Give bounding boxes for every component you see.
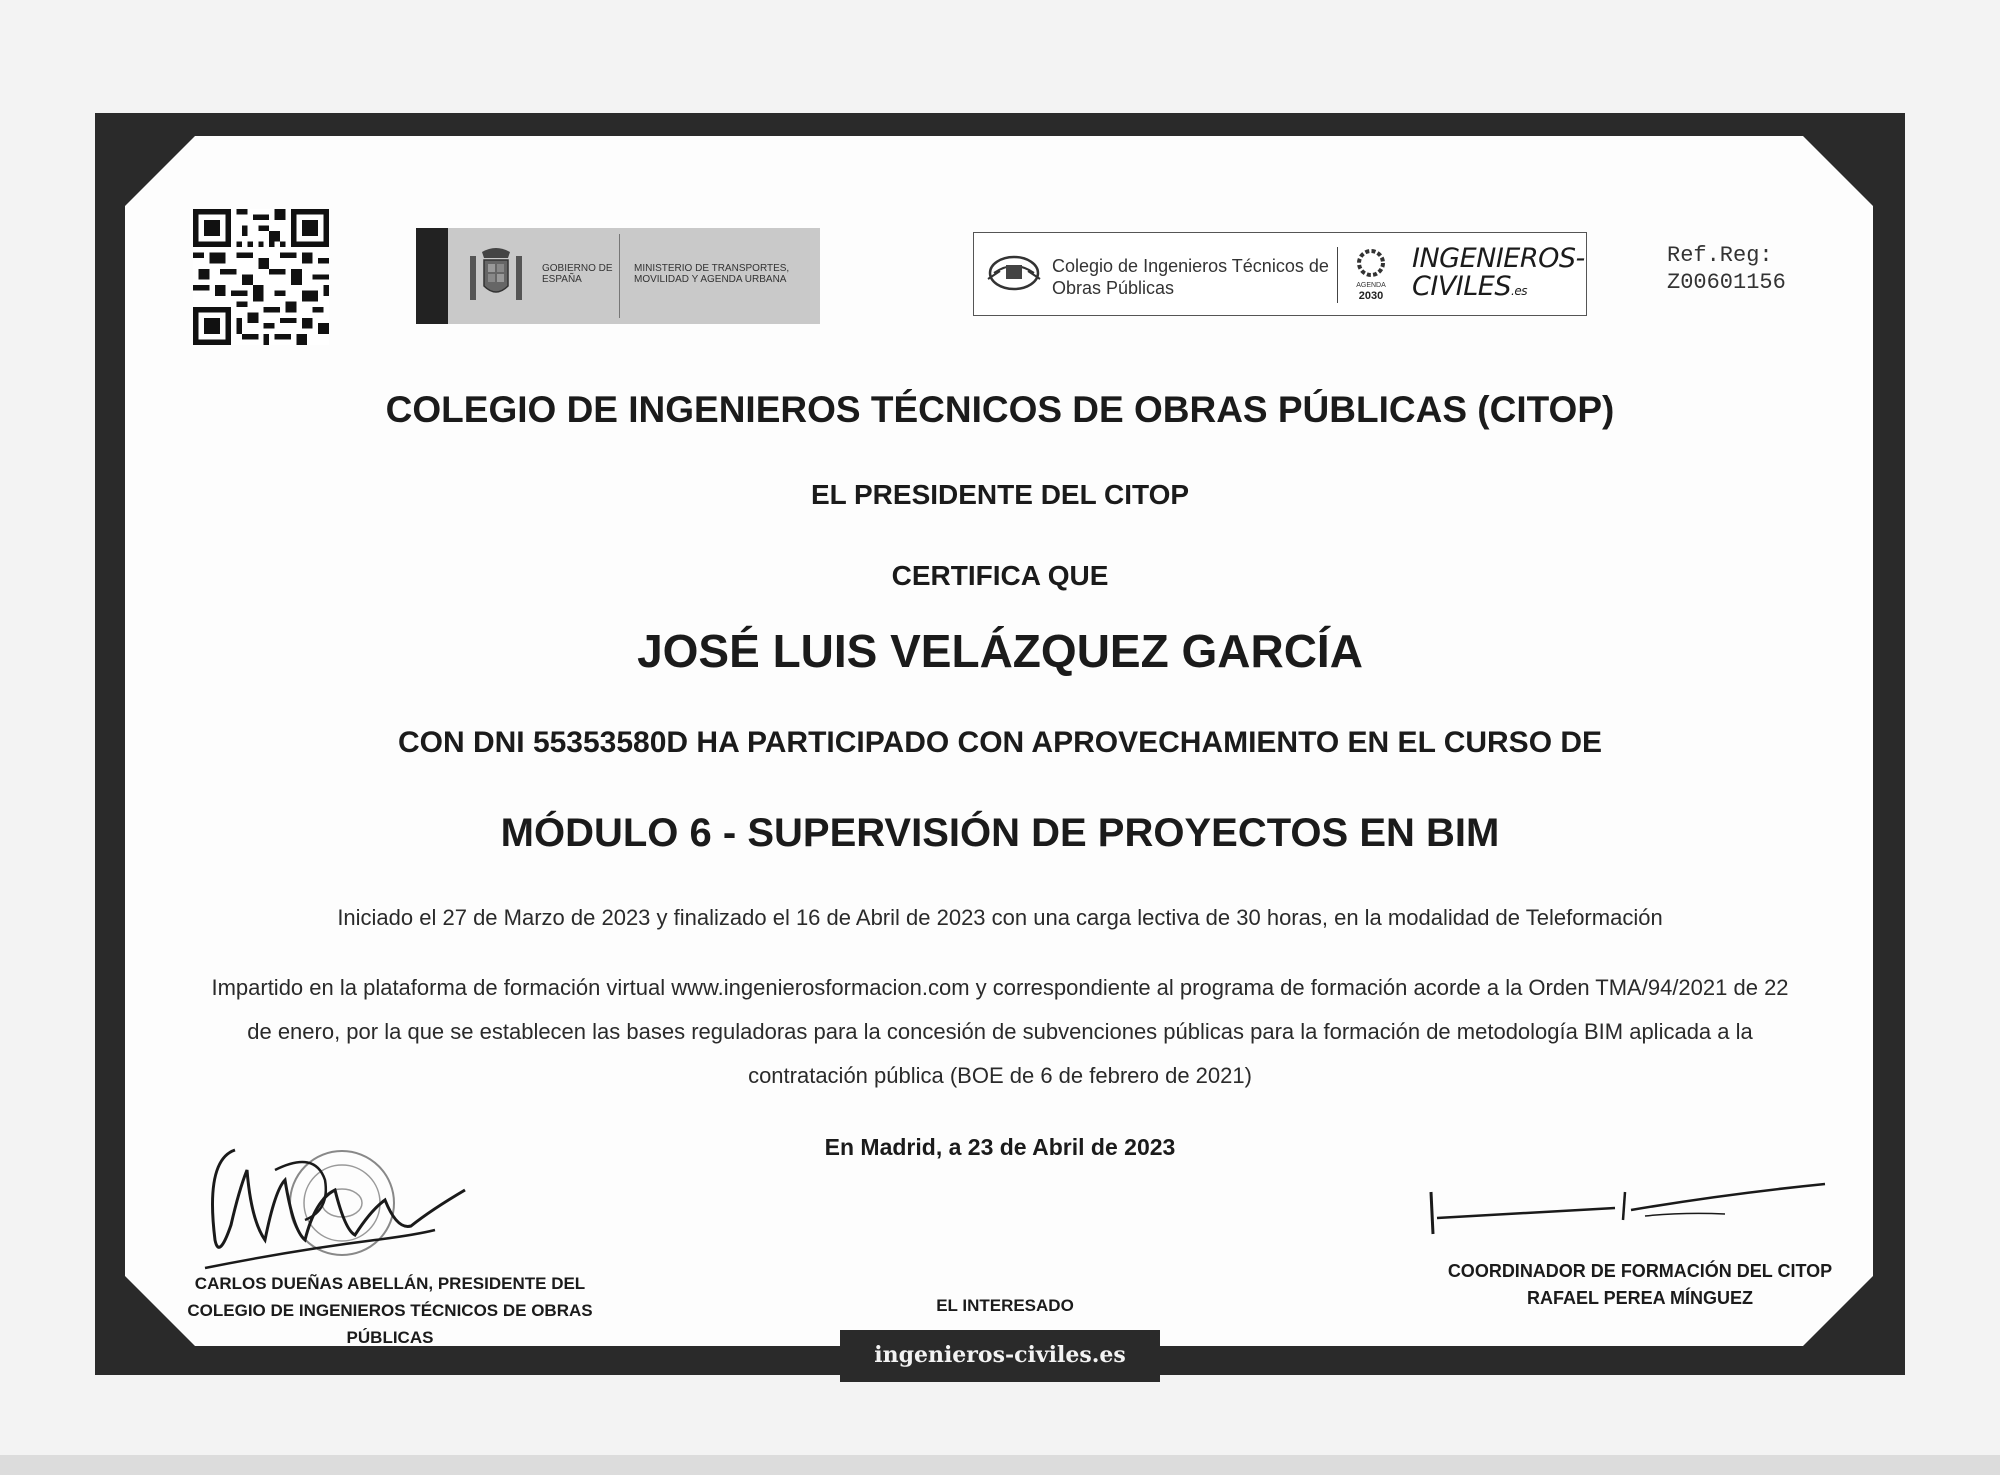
coordinator-name: RAFAEL PEREA MÍNGUEZ — [1526, 1288, 1754, 1308]
issuer-line: EL PRESIDENTE DEL CITOP — [810, 479, 1190, 510]
ic-suffix: .es — [1511, 284, 1527, 298]
government-logo — [416, 228, 820, 324]
gov-label: GOBIERNO DE ESPAÑA — [542, 263, 613, 285]
ic-word: CIVILES — [1412, 271, 1511, 302]
president-label: CARLOS DUEÑAS ABELLÁN, PRESIDENTE DEL COLEGIO DE INGENIEROS TÉCNICOS DE OBRAS PÚBLICAS — [187, 1274, 593, 1347]
divider — [619, 234, 620, 318]
coordinator-label — [1430, 1258, 1850, 1312]
ministry-label: MINISTERIO DE TRANSPORTES, MOVILIDAD Y AGENDA URBANA — [634, 263, 790, 285]
ref-label: Ref.Reg: — [1667, 243, 1773, 268]
agenda-2030-icon — [1350, 247, 1392, 303]
divider — [1337, 247, 1338, 303]
colegio-name: Colegio de Ingenieros Técnicos de Obras Públicas — [1052, 256, 1329, 298]
coordinator-title: COORDINADOR DE FORMACIÓN DEL CITOP — [1447, 1261, 1833, 1281]
corner-ornament — [125, 136, 195, 206]
footer-website: ingenieros-civiles.es — [874, 1342, 1126, 1368]
registration-reference — [1667, 242, 1786, 296]
gov-bar — [416, 228, 448, 324]
president-signature — [175, 1130, 475, 1280]
certifies-line: CERTIFICA QUE — [891, 560, 1109, 591]
ic-line-2 — [1412, 273, 1585, 305]
participation-line: CON DNI 55353580D HA PARTICIPADO CON APROVECHAMIENTO EN EL CURSO DE — [397, 726, 1603, 759]
course-details: Iniciado el 27 de Marzo de 2023 y finalizado el 16 de Abril de 2023 con una carga lectiva de 30 horas, en la modalidad de Teleformación — [337, 905, 1663, 930]
ref-value: Z00601156 — [1667, 270, 1786, 295]
place-date: En Madrid, a 23 de Abril de 2023 — [824, 1134, 1176, 1160]
svg-text:AGENDA: AGENDA — [1356, 282, 1386, 289]
footer-banner — [840, 1330, 1160, 1382]
ingenieros-civiles-logo — [1412, 245, 1585, 305]
coat-of-arms-icon — [464, 242, 528, 310]
svg-text:2030: 2030 — [1358, 290, 1384, 302]
institution-title: COLEGIO DE INGENIEROS TÉCNICOS DE OBRAS PÚBLICAS (CITOP) — [385, 389, 1615, 430]
coordinator-signature — [1425, 1172, 1835, 1242]
platform-paragraph: Impartido en la plataforma de formación virtual www.ingenierosformacion.com y correspondiente al programa de formación acorde a la Orden TMA/94/2021 de 22 de enero, por la que se establecen las bases reguladoras para la concesión de subvenciones públicas para la formación de metodología BIM aplicada a la contratación pública (BOE de 6 de febrero de 2021) — [211, 975, 1789, 1088]
course-title: MÓDULO 6 - SUPERVISIÓN DE PROYECTOS EN BIM — [500, 811, 1500, 855]
colegio-emblem-icon — [986, 251, 1042, 295]
ic-line-1: INGENIEROS- — [1412, 243, 1585, 274]
participant-label: EL INTERESADO — [936, 1296, 1074, 1315]
qr-code — [193, 209, 329, 345]
recipient-name: JOSÉ LUIS VELÁZQUEZ GARCÍA — [637, 625, 1363, 677]
colegio-logo-box — [973, 232, 1587, 316]
corner-ornament — [1803, 136, 1873, 206]
scan-edge — [0, 1455, 2000, 1475]
